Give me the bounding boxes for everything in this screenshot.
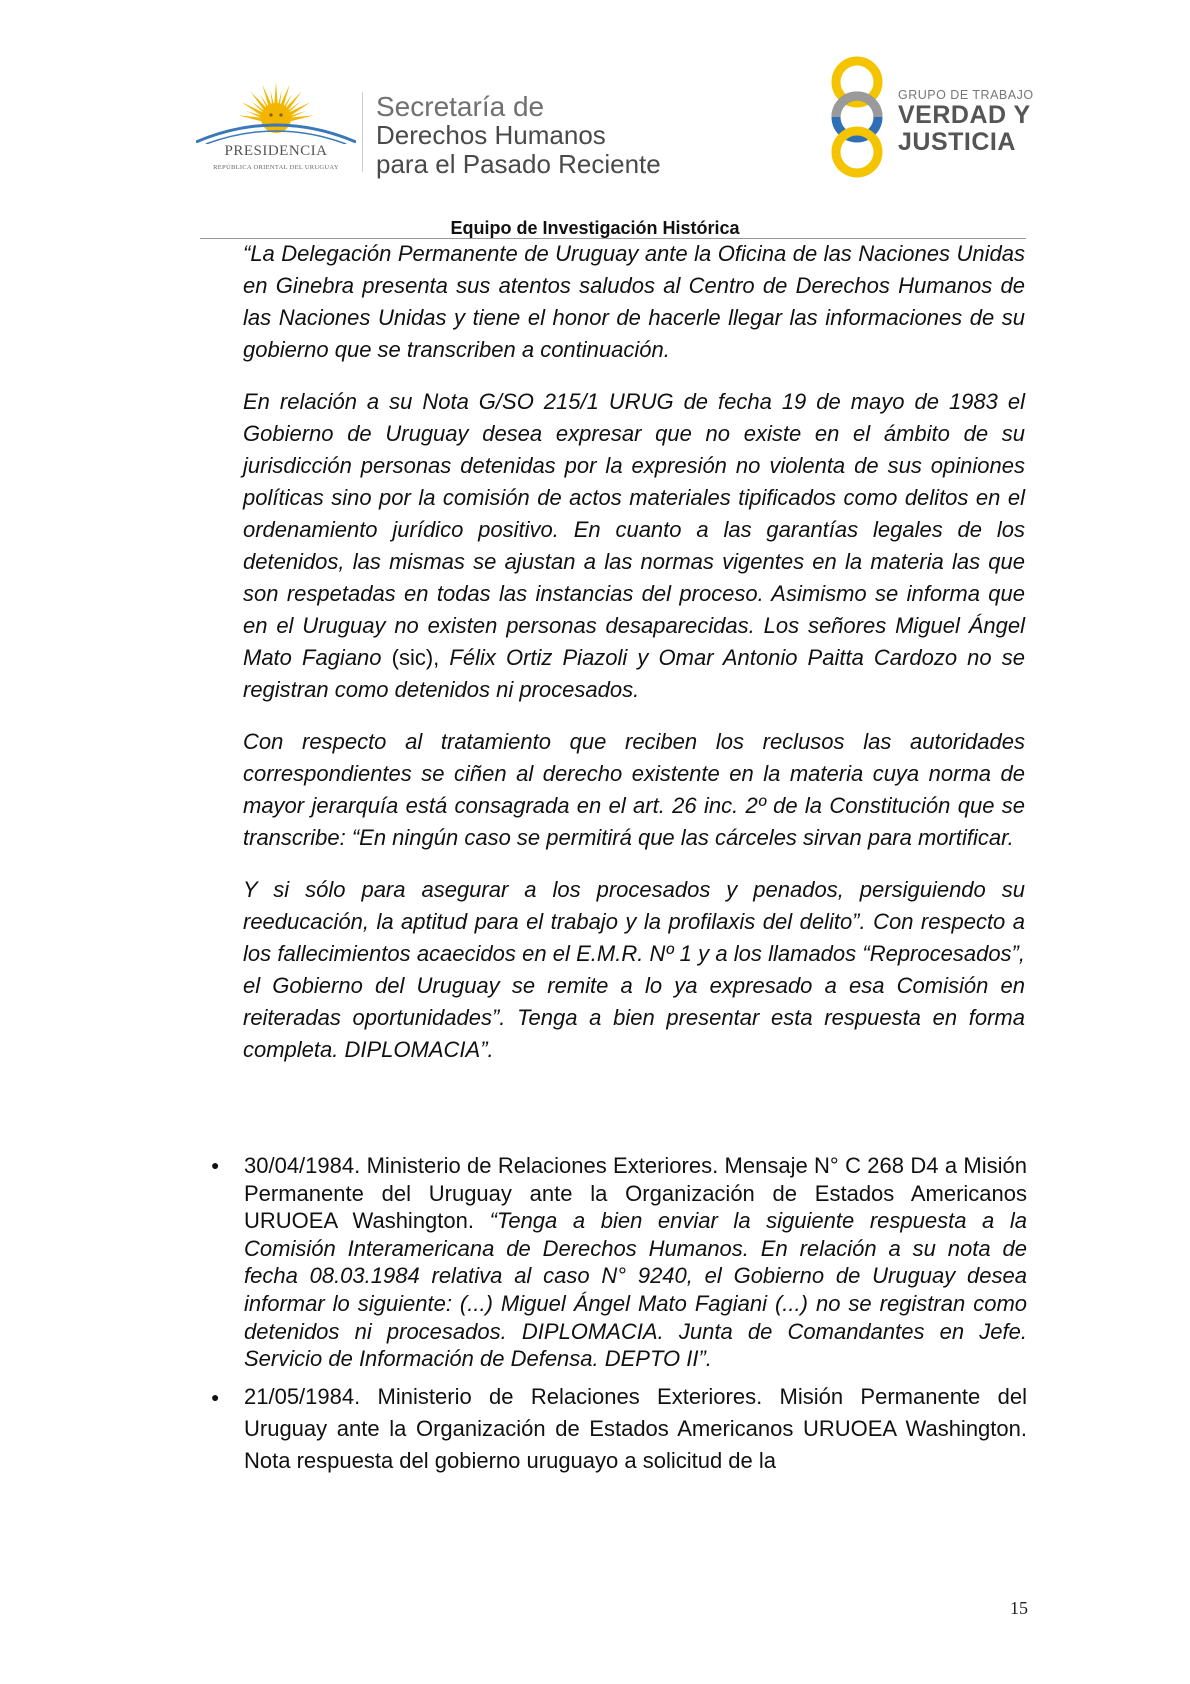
list-item <box>205 1381 1027 1477</box>
presidencia-subtitle: REPÚBLICA ORIENTAL DEL URUGUAY <box>213 164 339 171</box>
grupo-line-2: VERDAD Y <box>898 101 1031 129</box>
bullet-icon: ● <box>211 1157 220 1173</box>
secretaria-wordmark <box>376 92 661 179</box>
quoted-note <box>243 238 1025 1086</box>
header-divider <box>362 92 363 172</box>
secretaria-line-2: Derechos Humanos <box>376 120 606 150</box>
quote-paragraph-1: “La Delegación Permanente de Uruguay ante la Oficina de las Naciones Unidas en Ginebra presenta sus atentos saludos al Centro de Derechos Humanos de las Naciones Unidas y tiene el honor de hacerle llegar las informaciones de su gobierno que se transcriben a continuación. <box>243 241 1025 362</box>
secretaria-line-1: Secretaría de <box>376 91 545 122</box>
verdad-justicia-rings-icon <box>822 56 892 178</box>
grupo-line-1: GRUPO DE TRABAJO <box>898 88 1034 102</box>
team-title: Equipo de Investigación Histórica <box>450 218 740 238</box>
quote-paragraph-2 <box>243 386 1025 706</box>
quote-p2-sic: (sic), <box>391 645 440 670</box>
grupo-line-3: JUSTICIA <box>898 128 1016 156</box>
sun-emblem-icon <box>196 78 356 144</box>
quote-p2-part-a: En relación a su Nota G/SO 215/1 URUG de fecha 19 de mayo de 1983 el Gobierno de Uruguay desea expresar que no existe en el ámbito de su jurisdicción personas detenidas por la expresión no violenta de sus opiniones políticas sino por la comisión de actos materiales tipificados como delitos en el ordenamiento jurídico positivo. En cuanto a las garantías legales de los detenidos, las mismas se ajustan a las normas vigentes en la materia las que son respetadas en todas las instancias del proceso. Asimismo se informa que en el Uruguay no existen personas desaparecidas. Los señores Miguel Ángel Mato Fagiano <box>243 389 1025 670</box>
bullet-1-quote: “Tenga a bien enviar la siguiente respuesta a la Comisión Interamericana de Derechos Humanos. En relación a su nota de fecha 08.03.1984 relativa al caso N° 9240, el Gobierno de Uruguay desea informar lo siguiente: (...) Miguel Ángel Mato Fagiani (...) no se registran como detenidos ni procesados. DIPLOMACIA. Junta de Comandantes en Jefe. Servicio de Información de Defensa. DEPTO II”. <box>244 1208 1027 1372</box>
quote-paragraph-3: Con respecto al tratamiento que reciben los reclusos las autoridades correspondientes se ciñen al derecho existente en la materia cuya norma de mayor jerarquía está consagrada en el art. 26 inc. 2º de la Constitución que se transcribe: “En ningún caso se permitirá que las cárceles sirvan para mortificar. <box>243 729 1025 850</box>
presidencia-word: PRESIDENCIA <box>224 143 328 159</box>
quote-p2-part-b: Félix Ortiz Piazoli y Omar Antonio Paitta Cardozo no se registran como detenidos ni procesados. <box>243 645 1025 702</box>
quote-paragraph-4: Y si sólo para asegurar a los procesados y penados, persiguiendo su reeducación, la aptitud para el trabajo y la profilaxis del delito”. Con respecto a los fallecimientos acaecidos en el E.M.R. Nº 1 y a los llamados “Reprocesados”, el Gobierno del Uruguay se remite a lo ya expresado a esa Comisión en reiteradas oportunidades”. Tenga a bien presentar esta respuesta en forma completa. DIPLOMACIA”. <box>243 877 1025 1062</box>
bullet-2-text: 21/05/1984. Ministerio de Relaciones Exteriores. Misión Permanente del Uruguay ante la Organización de Estados Americanos URUOEA Washington. Nota respuesta del gobierno uruguayo a solicitud de la <box>244 1383 1027 1473</box>
bullet-list <box>205 1152 1027 1485</box>
page-number: 15 <box>1010 1598 1028 1618</box>
bullet-icon: ● <box>211 1388 220 1405</box>
grupo-trabajo-wordmark <box>898 88 1034 156</box>
page-header <box>0 0 1190 245</box>
secretaria-line-3: para el Pasado Reciente <box>376 149 661 179</box>
bullet-1-text: 30/04/1984. Ministerio de Relaciones Exteriores. Mensaje N° C 268 D4 a Misión Permanente del Uruguay ante la Organización de Estados Americanos URUOEA Washington. <box>244 1153 1027 1234</box>
list-item <box>205 1152 1027 1373</box>
presidencia-logo <box>196 78 356 178</box>
